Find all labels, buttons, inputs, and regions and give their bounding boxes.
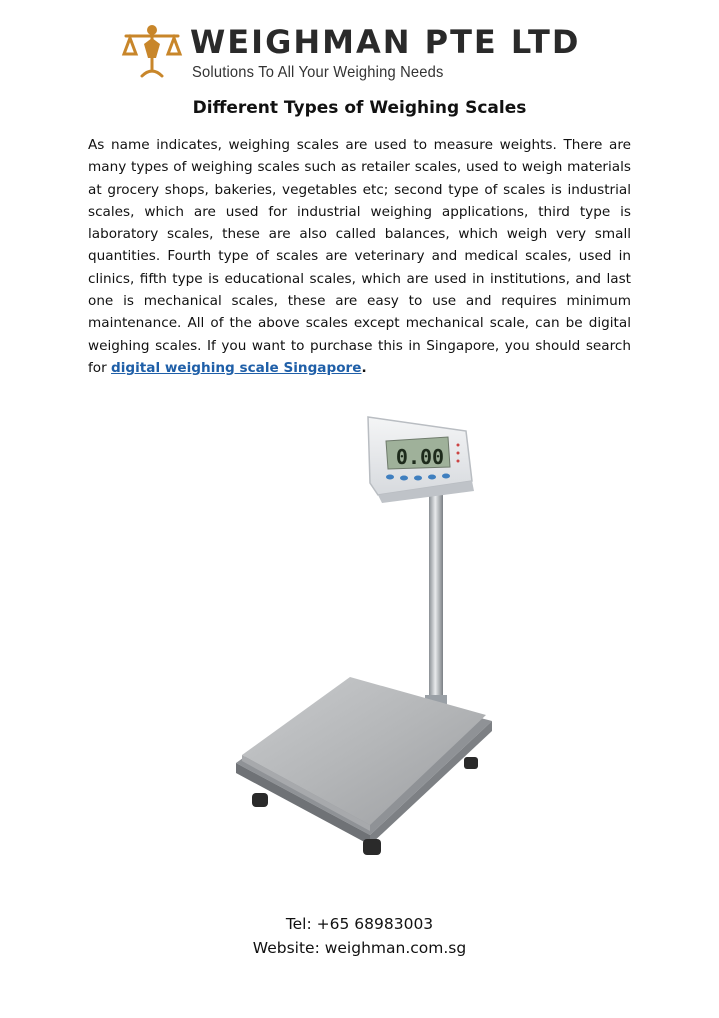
paragraph-text: As name indicates, weighing scales are used to measure weights. There are many types of weighing scales such as retailer scales, used to weigh materials at grocery shops, bakeries, vegetables etc; second type of scales is industrial scales, which are used for industrial weighing applications, third type is laboratory scales, these are also called balances, which weigh very small quantities. Fourth type of scales are veterinary and medical scales, used in clinics, fifth type is educational scales, which are used in institutions, and last one is mechanical scales, these are easy to use and requires minimum maintenance. All of the above scales except mechanical scale, can be digital weighing scales. If you want to purchase this in Singapore, you should search for [88,137,631,376]
paragraph-end: . [361,359,367,376]
article-title: Different Types of Weighing Scales [192,98,527,118]
page-header [120,20,620,84]
balance-scale-logo-icon [120,22,184,80]
scale-display-reading: 0.00 [395,445,445,469]
article-paragraph [88,134,631,379]
page-footer [0,912,719,960]
brand-tagline: Solutions To All Your Weighing Needs [192,64,444,81]
footer-website: Website: weighman.com.sg [252,939,467,957]
digital-weighing-scale-link[interactable]: digital weighing scale Singapore [111,359,362,376]
platform-scale-image [220,405,510,865]
footer-telephone: Tel: +65 68983003 [285,915,434,933]
brand-name: WEIGHMAN PTE LTD [190,23,581,61]
